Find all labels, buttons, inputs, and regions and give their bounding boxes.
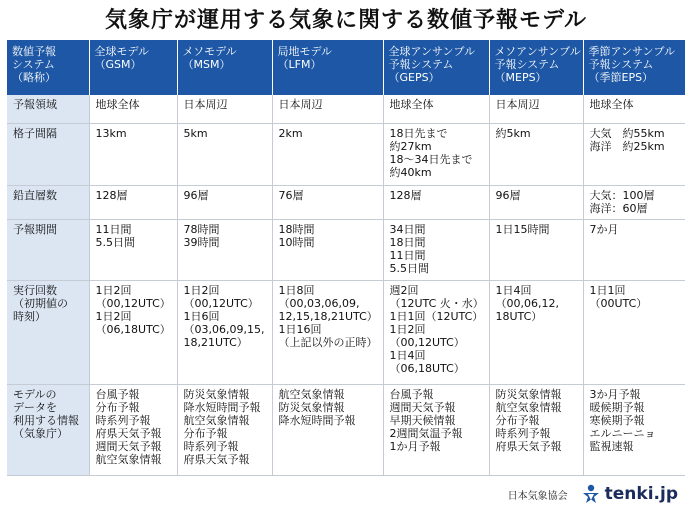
- table-cell: [177, 384, 272, 475]
- header-line: メソモデル: [182, 45, 237, 58]
- cell-line: 2週間気温予報: [389, 426, 463, 440]
- cell-line: 96層: [183, 188, 209, 202]
- row-label-line: 利用する情報: [13, 413, 79, 427]
- table-cell: [383, 95, 489, 124]
- header-line: （GEPS）: [388, 71, 440, 84]
- table-row: [7, 185, 685, 219]
- header-line: （LFM）: [277, 58, 322, 71]
- cell-line: 約5km: [495, 127, 531, 141]
- row-label: [7, 384, 89, 475]
- cell-line: （00,06,12,: [495, 297, 559, 311]
- header-line: （略称）: [12, 71, 56, 84]
- header-cell-model-4: [383, 40, 489, 95]
- header-line: 全球アンサンブル: [388, 45, 476, 58]
- cell-line: 航空気象情報: [278, 387, 345, 401]
- cell-line: 大気：100層: [589, 188, 655, 202]
- table-cell: [583, 384, 685, 475]
- table-cell: [272, 281, 383, 384]
- table-cell: [383, 384, 489, 475]
- cell-line: 1日8回: [278, 284, 315, 298]
- cell-line: 台風予報: [95, 387, 140, 401]
- cell-line: 日本周辺: [183, 98, 228, 111]
- cell-line: 1日2回: [95, 284, 132, 298]
- cell-line: 1日4回: [495, 284, 532, 298]
- cell-line: 分布予報: [183, 426, 228, 440]
- row-label-line: 予報期間: [13, 222, 57, 236]
- cell-line: 海洋 約25km: [589, 140, 665, 154]
- cell-line: 府県天気予報: [183, 452, 250, 466]
- cell-line: 府県天気予報: [495, 439, 562, 453]
- cell-line: 週2回: [389, 284, 419, 298]
- header-line: （季節EPS）: [588, 71, 654, 84]
- table-cell: [489, 219, 583, 281]
- page-title: 気象庁が運用する気象に関する数値予報モデル: [105, 8, 587, 33]
- table-cell: [89, 384, 177, 475]
- table-cell: [272, 384, 383, 475]
- cell-line: 3か月予報: [589, 387, 641, 401]
- person-icon: [580, 484, 602, 504]
- table-cell: [489, 185, 583, 219]
- header-line: 季節アンサンブル: [588, 45, 676, 58]
- cell-line: （00UTC）: [589, 297, 648, 311]
- cell-line: 1日1回: [589, 284, 626, 298]
- table-body: [7, 95, 685, 476]
- table-header: [7, 40, 685, 95]
- cell-line: 1か月予報: [389, 439, 441, 453]
- cell-line: 時系列予報: [495, 426, 551, 440]
- row-label-line: （初期値の: [13, 297, 68, 311]
- table-cell: [89, 219, 177, 281]
- table-cell: [89, 281, 177, 384]
- cell-line: 地球全体: [589, 98, 634, 111]
- cell-line: 防災気象情報: [495, 387, 562, 401]
- cell-line: 時系列予報: [95, 413, 151, 427]
- table-cell: [272, 124, 383, 186]
- table-cell: [177, 95, 272, 124]
- cell-line: 降水短時間予報: [278, 413, 356, 427]
- cell-line: 11日間: [95, 222, 132, 236]
- cell-line: 大気 約55km: [589, 127, 665, 141]
- cell-line: （00,12UTC）: [183, 297, 259, 311]
- cell-line: 1日6回: [183, 310, 220, 324]
- cell-line: 時系列予報: [183, 439, 239, 453]
- table-row: [7, 281, 685, 384]
- cell-line: 5.5日間: [95, 235, 135, 249]
- logo-text: tenki.jp: [604, 484, 678, 504]
- header-line: 予報システム: [588, 58, 654, 71]
- header-cell-model-2: [177, 40, 272, 95]
- cell-line: 日本周辺: [278, 98, 323, 111]
- header-cell-model-3: [272, 40, 383, 95]
- cell-line: 府県天気予報: [95, 426, 162, 440]
- table-cell: [489, 95, 583, 124]
- row-label-line: 時刻）: [13, 310, 46, 324]
- table-cell: [177, 281, 272, 384]
- table-row: [7, 219, 685, 281]
- header-cell-model-5: [489, 40, 583, 95]
- spec-table-container: [7, 40, 685, 476]
- row-label: [7, 124, 89, 186]
- header-line: システム: [12, 58, 55, 71]
- cell-line: 分布予報: [495, 413, 540, 427]
- row-label-line: データを: [13, 400, 57, 414]
- table-cell: [383, 124, 489, 186]
- table-cell: [89, 95, 177, 124]
- cell-line: 約40km: [389, 166, 432, 180]
- table-cell: [272, 95, 383, 124]
- tenki-logo: [580, 484, 678, 504]
- cell-line: 防災気象情報: [278, 400, 345, 414]
- cell-line: 96層: [495, 188, 521, 202]
- table-row: [7, 124, 685, 186]
- table-cell: [89, 124, 177, 186]
- table-cell: [583, 95, 685, 124]
- cell-line: 76層: [278, 188, 304, 202]
- table-cell: [272, 185, 383, 219]
- header-line: 予報システム: [494, 58, 560, 71]
- cell-line: 5.5日間: [389, 261, 429, 275]
- header-cell-model-6: [583, 40, 685, 95]
- row-label: [7, 219, 89, 281]
- footer: [508, 483, 678, 505]
- cell-line: 1日2回: [183, 284, 220, 298]
- header-cell-model-1: [89, 40, 177, 95]
- cell-line: 週間天気予報: [95, 439, 162, 453]
- cell-line: 5km: [183, 127, 208, 141]
- cell-line: 18日先まで: [389, 127, 448, 141]
- cell-line: 39時間: [183, 235, 220, 249]
- row-label-line: （気象庁）: [13, 426, 68, 440]
- cell-line: 寒候期予報: [589, 413, 645, 427]
- cell-line: （00,12UTC）: [95, 297, 171, 311]
- table-cell: [383, 219, 489, 281]
- cell-line: 2km: [278, 127, 303, 141]
- row-label-line: モデルの: [13, 387, 57, 401]
- row-label-line: 予報領域: [13, 98, 57, 111]
- cell-line: 11日間: [389, 248, 426, 262]
- table-cell: [583, 124, 685, 186]
- cell-line: 128層: [95, 188, 128, 202]
- header-line: （MEPS）: [494, 71, 547, 84]
- table-cell: [489, 124, 583, 186]
- cell-line: 週間天気予報: [389, 400, 456, 414]
- cell-line: 1日16回: [278, 323, 322, 337]
- row-label-line: 格子間隔: [13, 127, 57, 141]
- cell-line: 1日2回: [389, 323, 426, 337]
- cell-line: 地球全体: [95, 98, 140, 111]
- cell-line: （06,18UTC）: [95, 323, 171, 337]
- cell-line: （00,12UTC）: [389, 336, 465, 350]
- cell-line: 海洋：60層: [589, 201, 648, 215]
- table-cell: [583, 219, 685, 281]
- cell-line: 防災気象情報: [183, 387, 250, 401]
- cell-line: 34日間: [389, 222, 426, 236]
- cell-line: （06,18UTC）: [389, 362, 465, 376]
- cell-line: 18日間: [389, 235, 426, 249]
- cell-line: （12UTC 火・水）: [389, 297, 484, 311]
- spec-table: [7, 40, 685, 476]
- table-cell: [177, 219, 272, 281]
- header-line: 全球モデル: [94, 45, 149, 58]
- cell-line: 18～34日先まで: [389, 153, 473, 167]
- table-cell: [272, 219, 383, 281]
- cell-line: 78時間: [183, 222, 220, 236]
- cell-line: 航空気象情報: [95, 452, 162, 466]
- cell-line: 18時間: [278, 222, 315, 236]
- header-line: （MSM）: [182, 58, 231, 71]
- table-cell: [177, 124, 272, 186]
- cell-line: 1日15時間: [495, 222, 550, 236]
- cell-line: 航空気象情報: [183, 413, 250, 427]
- cell-line: （00,03,06,09,: [278, 297, 360, 311]
- cell-line: （03,06,09,15,: [183, 323, 265, 337]
- table-cell: [583, 185, 685, 219]
- cell-line: エルニーニョ: [589, 426, 656, 440]
- cell-line: 10時間: [278, 235, 315, 249]
- table-cell: [583, 281, 685, 384]
- row-label-line: 鉛直層数: [13, 188, 57, 202]
- cell-line: 降水短時間予報: [183, 400, 261, 414]
- header-line: 予報システム: [388, 58, 454, 71]
- cell-line: 1日2回: [95, 310, 132, 324]
- header-line: 数値予報: [12, 45, 56, 58]
- table-row: [7, 95, 685, 124]
- table-cell: [383, 185, 489, 219]
- table-cell: [89, 185, 177, 219]
- cell-line: （上記以外の正時）: [278, 336, 378, 350]
- cell-line: 分布予報: [95, 400, 140, 414]
- cell-line: 7か月: [589, 222, 619, 236]
- header-line: 局地モデル: [277, 45, 332, 58]
- cell-line: 12,15,18,21UTC）: [278, 310, 378, 324]
- cell-line: 台風予報: [389, 387, 434, 401]
- cell-line: 1日4回: [389, 349, 426, 363]
- cell-line: 航空気象情報: [495, 400, 562, 414]
- cell-line: 暖候期予報: [589, 400, 645, 414]
- header-line: メソアンサンブル: [494, 45, 581, 58]
- table-cell: [177, 185, 272, 219]
- table-row: [7, 384, 685, 475]
- cell-line: 1日1回（12UTC）: [389, 310, 484, 324]
- cell-line: 18UTC）: [495, 310, 543, 324]
- table-cell: [383, 281, 489, 384]
- cell-line: 18,21UTC）: [183, 336, 248, 350]
- header-line: （GSM）: [94, 58, 142, 71]
- cell-line: 地球全体: [389, 98, 434, 111]
- footer-org: 日本気象協会: [507, 490, 568, 502]
- table-cell: [489, 384, 583, 475]
- row-label: [7, 185, 89, 219]
- row-label: [7, 95, 89, 124]
- table-cell: [489, 281, 583, 384]
- cell-line: 日本周辺: [495, 98, 540, 111]
- cell-line: 早期天候情報: [389, 413, 456, 427]
- cell-line: 約27km: [389, 140, 432, 154]
- cell-line: 13km: [95, 127, 127, 141]
- header-row: [7, 40, 685, 95]
- row-label: [7, 281, 89, 384]
- row-label-line: 実行回数: [13, 284, 57, 298]
- cell-line: 128層: [389, 188, 422, 202]
- cell-line: 監視速報: [589, 439, 634, 453]
- header-cell-system: [7, 40, 89, 95]
